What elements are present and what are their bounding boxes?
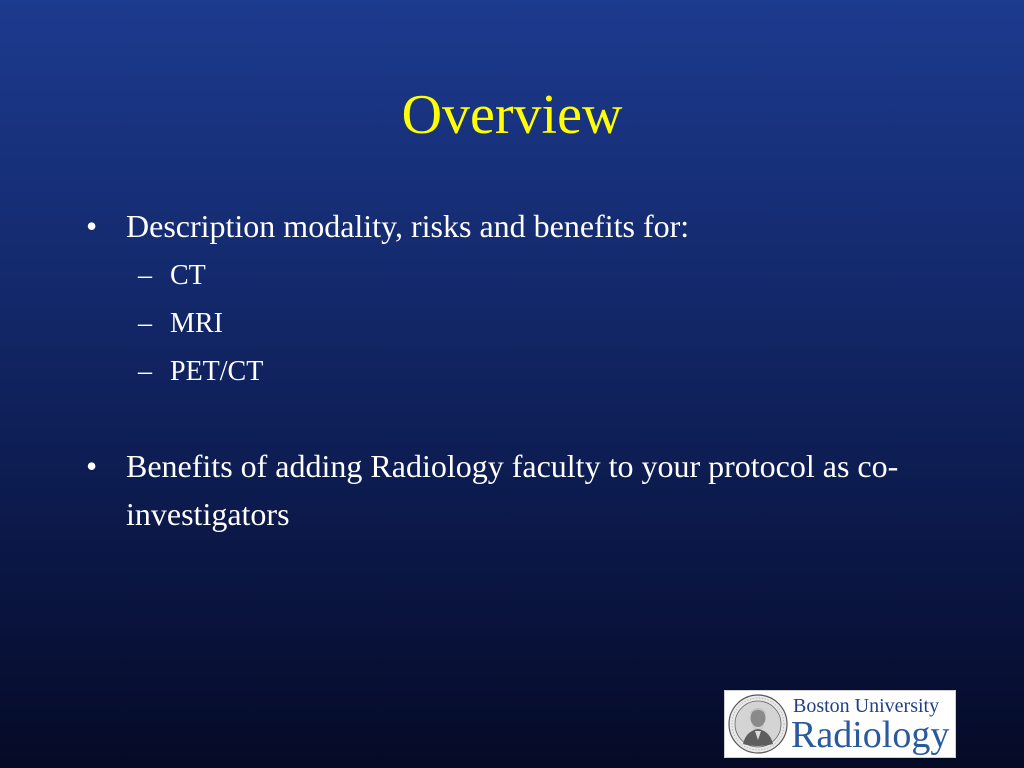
sub-bullet-item <box>126 252 900 300</box>
portrait-seal-icon <box>728 694 788 754</box>
slide-title: Overview <box>401 84 623 146</box>
sub-bullet-text: CT <box>170 260 206 291</box>
logo-university-name: Boston University <box>793 695 940 717</box>
sub-bullet-marker: – <box>138 308 152 339</box>
bullet-list <box>80 202 900 538</box>
sub-bullet-list <box>126 252 900 396</box>
bullet-item <box>80 442 900 538</box>
sub-bullet-marker: – <box>138 260 152 291</box>
sub-bullet-text: PET/CT <box>170 356 264 387</box>
bullet-marker: • <box>86 208 98 244</box>
logo-department-name: Radiology <box>791 714 950 756</box>
bullet-text: Description modality, risks and benefits for: <box>126 208 690 244</box>
bullet-marker: • <box>86 448 98 484</box>
bullet-item <box>80 202 900 396</box>
sub-bullet-text: MRI <box>170 308 223 339</box>
sub-bullet-item <box>126 348 900 396</box>
boston-university-radiology-logo <box>724 690 956 758</box>
bullet-text: Benefits of adding Radiology faculty to your protocol as co-investigators <box>126 448 899 532</box>
sub-bullet-item <box>126 300 900 348</box>
sub-bullet-marker: – <box>138 356 152 387</box>
